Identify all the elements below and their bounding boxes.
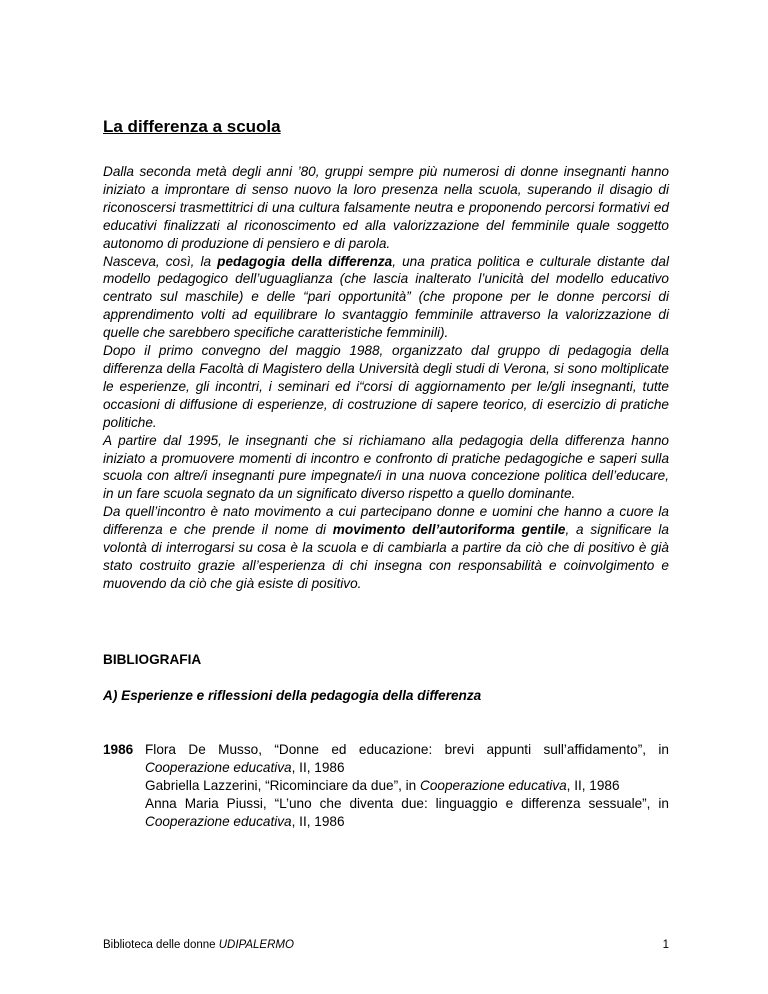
bibliography-heading: BIBLIOGRAFIA bbox=[103, 652, 202, 667]
reference-item bbox=[145, 795, 669, 831]
intro-text bbox=[103, 163, 669, 593]
reference-item bbox=[145, 777, 669, 795]
intro-paragraph-5 bbox=[103, 503, 669, 593]
intro-paragraph-3: Dopo il primo convegno del maggio 1988, organizzato dal gruppo di pedagogia della differenza della Facoltà di Magistero della Università degli studi di Verona, si sono moltiplicate le esperienze, gli incontri, i seminari ed i“corsi di aggiornamento per le/gli insegnanti, tutte occasioni di diffusione di esperienze, di costruzione di sapere teorico, di esercizio di pratiche politiche. bbox=[103, 343, 669, 430]
intro-p2-bold: pedagogia della differenza bbox=[217, 253, 393, 269]
footer-org: UDIPALERMO bbox=[218, 939, 294, 951]
entry-year: 1986 bbox=[103, 742, 134, 757]
intro-p5-before: Da quell’incontro è nato movimento a cui partecipano donne e uomini che hanno a cuore la differenza e che prende il nome di bbox=[103, 504, 669, 538]
reference-source: Cooperazione educativa bbox=[145, 813, 292, 829]
reference-source: Cooperazione educativa bbox=[145, 759, 292, 775]
intro-p5-after: , a significare la volontà di interrogarsi su cosa è la scuola e di cambiarla a partire da ciò che di positivo è già stato costruito grazie all’esperienza di chi insegna con responsabilità e coinvolgimento e muovendo da ciò che già esiste di positivo. bbox=[103, 522, 669, 591]
page-footer bbox=[103, 939, 669, 951]
reference-tail: , II, 1986 bbox=[291, 813, 345, 829]
intro-p2-after: , una pratica politica e culturale distante dal modello pedagogico dell’uguaglianza (che lascia inalterato l’unicità del modello educativo centrato sul maschile) e delle “pari opportunità” (che propone per le donne percorsi di apprendimento volti ad equilibrare lo svantaggio femminile attraverso la valorizzazione di quelle che sarebbero specifiche caratteristiche femminili). bbox=[103, 253, 669, 341]
reference-tail: , II, 1986 bbox=[291, 759, 345, 775]
page-number: 1 bbox=[662, 939, 669, 951]
intro-paragraph-1: Dalla seconda metà degli anni ’80, gruppi sempre più numerosi di donne insegnanti hanno iniziato a improntare di senso nuovo la loro presenza nella scuola, superando il disagio di riconoscersi trasmettitrici di una cultura falsamente neutra e proponendo percorsi formativi ed educativi finalizzati al riconoscimento ed alla valorizzazione del femminile quale soggetto autonomo di produzione di pensiero e di parola. bbox=[103, 164, 669, 251]
reference-text: Gabriella Lazzerini, “Ricominciare da due”, in bbox=[145, 777, 421, 793]
footer-text: Biblioteca delle donne bbox=[103, 939, 219, 951]
page-title: La differenza a scuola bbox=[103, 117, 281, 136]
reference-text: Anna Maria Piussi, “L’uno che diventa due: linguaggio e differenza sessuale”, in bbox=[145, 795, 669, 811]
intro-p5-bold: movimento dell’autoriforma gentile bbox=[332, 522, 566, 538]
entry-references bbox=[145, 741, 669, 831]
intro-paragraph-4: A partire dal 1995, le insegnanti che si richiamano alla pedagogia della differenza hanno iniziato a promuovere momenti di incontro e confronto di pratiche pedagogiche e saperi sulla scuola con altre/i insegnanti pure impegnate/i in una nuova concezione politica dell’educare, in un fare scuola segnato da un significato diverso rispetto a quello dominante. bbox=[103, 432, 669, 502]
intro-p2-before: Nasceva, così, la bbox=[103, 253, 218, 269]
bibliography-entry bbox=[103, 741, 669, 831]
reference-tail: , II, 1986 bbox=[566, 777, 620, 793]
reference-text: Flora De Musso, “Donne ed educazione: brevi appunti sull’affidamento”, in bbox=[145, 742, 669, 757]
bibliography-section-a-heading: A) Esperienze e riflessioni della pedagogia della differenza bbox=[103, 688, 482, 703]
intro-paragraph-2 bbox=[103, 253, 669, 343]
reference-item bbox=[145, 741, 669, 777]
reference-source: Cooperazione educativa bbox=[420, 777, 567, 793]
